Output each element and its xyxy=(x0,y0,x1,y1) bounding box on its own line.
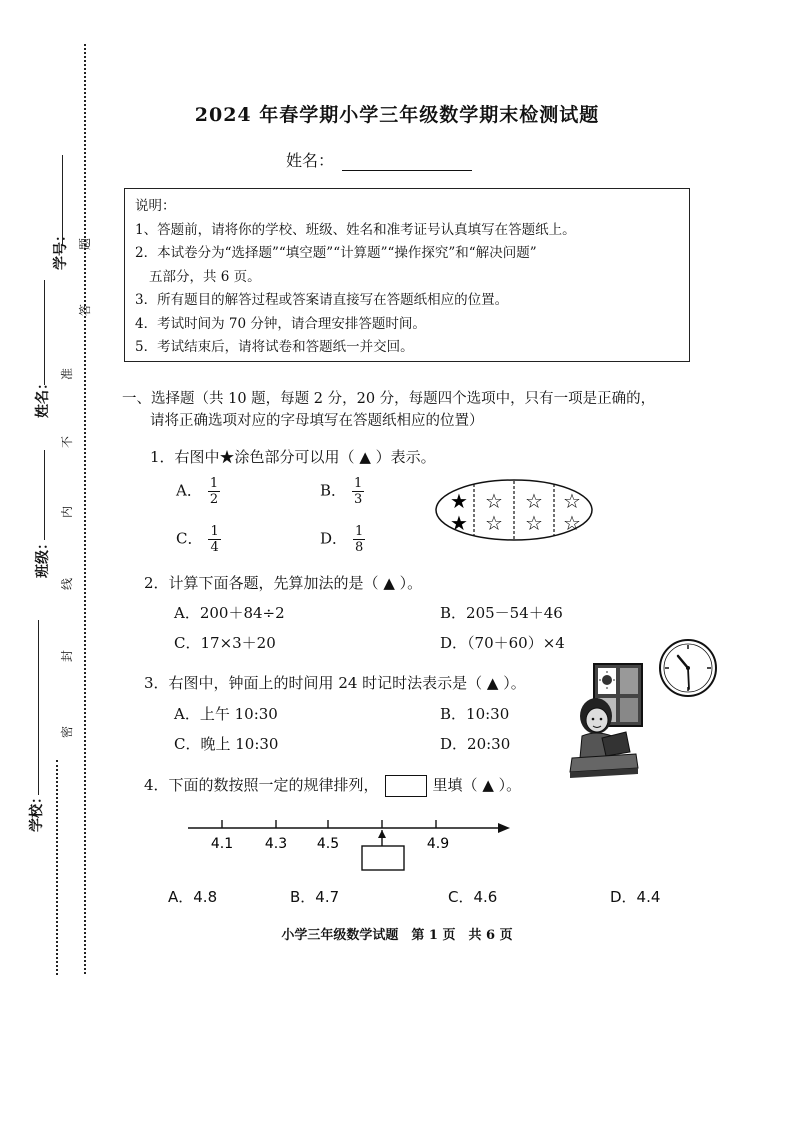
name-row xyxy=(286,148,472,171)
q1-option-b[interactable] xyxy=(320,476,364,507)
q4-option-a[interactable]: A．4.8 xyxy=(168,888,218,906)
school-label: 学校： xyxy=(29,790,45,832)
instruction-item: 4．考试时间为 70 分钟，请合理安排答题时间。 xyxy=(135,315,426,332)
fraction: $\frac{1}{8}$ xyxy=(355,524,364,555)
q2-option-c[interactable]: C．17×3＋20 xyxy=(174,634,276,652)
q3-option-d[interactable]: D．20:30 xyxy=(440,735,511,753)
name-label-margin: 姓名： xyxy=(35,376,51,418)
empty-star: ☆ xyxy=(485,489,503,513)
class-line xyxy=(44,450,45,540)
seal-char-3: 线 xyxy=(60,577,74,590)
q2-option-a[interactable]: A．200＋84÷2 xyxy=(174,604,285,622)
instruction-item: 3．所有题目的解答过程或答案请直接写在答题纸相应的位置。 xyxy=(135,292,509,308)
seal-char-2: 封 xyxy=(60,649,74,662)
seal-char-5: 不 xyxy=(60,435,74,448)
id-line xyxy=(62,155,63,245)
filled-star: ★ xyxy=(450,489,468,513)
empty-star: ☆ xyxy=(525,511,543,535)
q2-stem: 2．计算下面各题，先算加法的是（ ▲ ）。 xyxy=(144,574,423,592)
q2-option-d[interactable]: D．（70＋60）×4 xyxy=(440,634,565,652)
q1-option-a-letter: A． xyxy=(176,481,202,500)
tick-label: 4.9 xyxy=(426,836,450,852)
instruction-item: 5．考试结束后，请将试卷和答题纸一并交回。 xyxy=(135,339,414,355)
instruction-item: 2．本试卷分为“选择题”“填空题”“计算题”“操作探究”和“解决问题” xyxy=(135,245,537,261)
instruction-item: 五部分，共 6 页。 xyxy=(149,268,261,285)
q4-stem-after: 里填（ ▲ ）。 xyxy=(432,776,522,794)
star-ellipse-figure xyxy=(434,478,594,542)
fraction: $\frac{1}{4}$ xyxy=(210,524,219,555)
number-line-blank-box xyxy=(362,846,404,870)
q3-option-c[interactable]: C．晚上 10:30 xyxy=(174,735,279,753)
q1-option-b-letter: B． xyxy=(320,481,347,500)
name-line-margin xyxy=(44,280,45,385)
q3-option-b[interactable]: B．10:30 xyxy=(440,705,510,723)
q3-stem: 3．右图中，钟面上的时间用 24 时记时法表示是（ ▲ ）。 xyxy=(144,674,526,692)
fraction: $\frac{1}{2}$ xyxy=(209,476,219,507)
seal-dotted-line-outer xyxy=(84,44,86,974)
tick-label: 4.3 xyxy=(264,836,288,852)
q4-option-d[interactable]: D．4.4 xyxy=(610,888,661,906)
seal-char-7: 答 xyxy=(78,303,92,316)
seal-char-6: 准 xyxy=(60,367,74,380)
section-1-line-1: 一、选择题（共 10 题，每题 2 分，20 分，每题四个选项中，只有一项是正确的， xyxy=(122,391,656,407)
class-label: 班级： xyxy=(35,536,51,578)
clock-icon xyxy=(660,640,716,696)
seal-char-8: 题 xyxy=(78,237,92,250)
tick-label: 4.5 xyxy=(316,836,340,852)
number-line-figure xyxy=(184,814,514,876)
q1-stem: 1．右图中★涂色部分可以用（ ▲ ）表示。 xyxy=(150,448,436,466)
id-label: 学号： xyxy=(53,228,69,270)
q1-option-c-letter: C． xyxy=(176,529,203,548)
q4-stem-before: 4．下面的数按照一定的规律排列， xyxy=(144,776,379,794)
tick-label: 4.1 xyxy=(210,836,234,852)
instructions-box xyxy=(124,188,690,362)
q1-option-d-letter: D． xyxy=(320,529,348,548)
empty-star: ☆ xyxy=(485,511,503,535)
name-blank[interactable] xyxy=(342,154,472,171)
q4-stem xyxy=(144,774,521,797)
instructions-heading: 说明： xyxy=(135,198,176,214)
empty-star: ☆ xyxy=(563,489,581,513)
q4-option-c[interactable]: C．4.6 xyxy=(448,888,498,906)
empty-star: ☆ xyxy=(525,489,543,513)
page-title: 2024 年春学期小学三年级数学期末检测试题 xyxy=(194,104,600,126)
q4-option-b[interactable]: B．4.7 xyxy=(290,888,340,906)
q1-option-d[interactable] xyxy=(320,524,365,555)
seal-char-1: 密 xyxy=(60,725,74,738)
fraction: $\frac{1}{3}$ xyxy=(354,476,363,507)
q1-option-c[interactable] xyxy=(176,524,221,555)
empty-star: ☆ xyxy=(563,511,581,535)
q4-answer-box[interactable] xyxy=(385,775,427,797)
page-footer: 小学三年级数学试题 第 1 页 共 6 页 xyxy=(281,928,513,943)
instruction-item: 1、答题前，请将你的学校、班级、姓名和准考证号认真填写在答题纸上。 xyxy=(135,221,576,238)
section-1-line-2: 请将正确选项对应的字母填写在答题纸相应的位置） xyxy=(150,413,484,429)
clock-girl-illustration xyxy=(566,636,722,786)
q2-option-b[interactable]: B．205－54＋46 xyxy=(440,604,563,622)
q3-option-a[interactable]: A．上午 10:30 xyxy=(174,705,278,723)
q1-option-a[interactable] xyxy=(176,476,220,507)
section-1-heading xyxy=(122,388,702,432)
name-label: 姓名： xyxy=(286,151,335,170)
school-line xyxy=(38,620,39,795)
seal-char-4: 内 xyxy=(60,505,74,518)
filled-star: ★ xyxy=(450,511,468,535)
